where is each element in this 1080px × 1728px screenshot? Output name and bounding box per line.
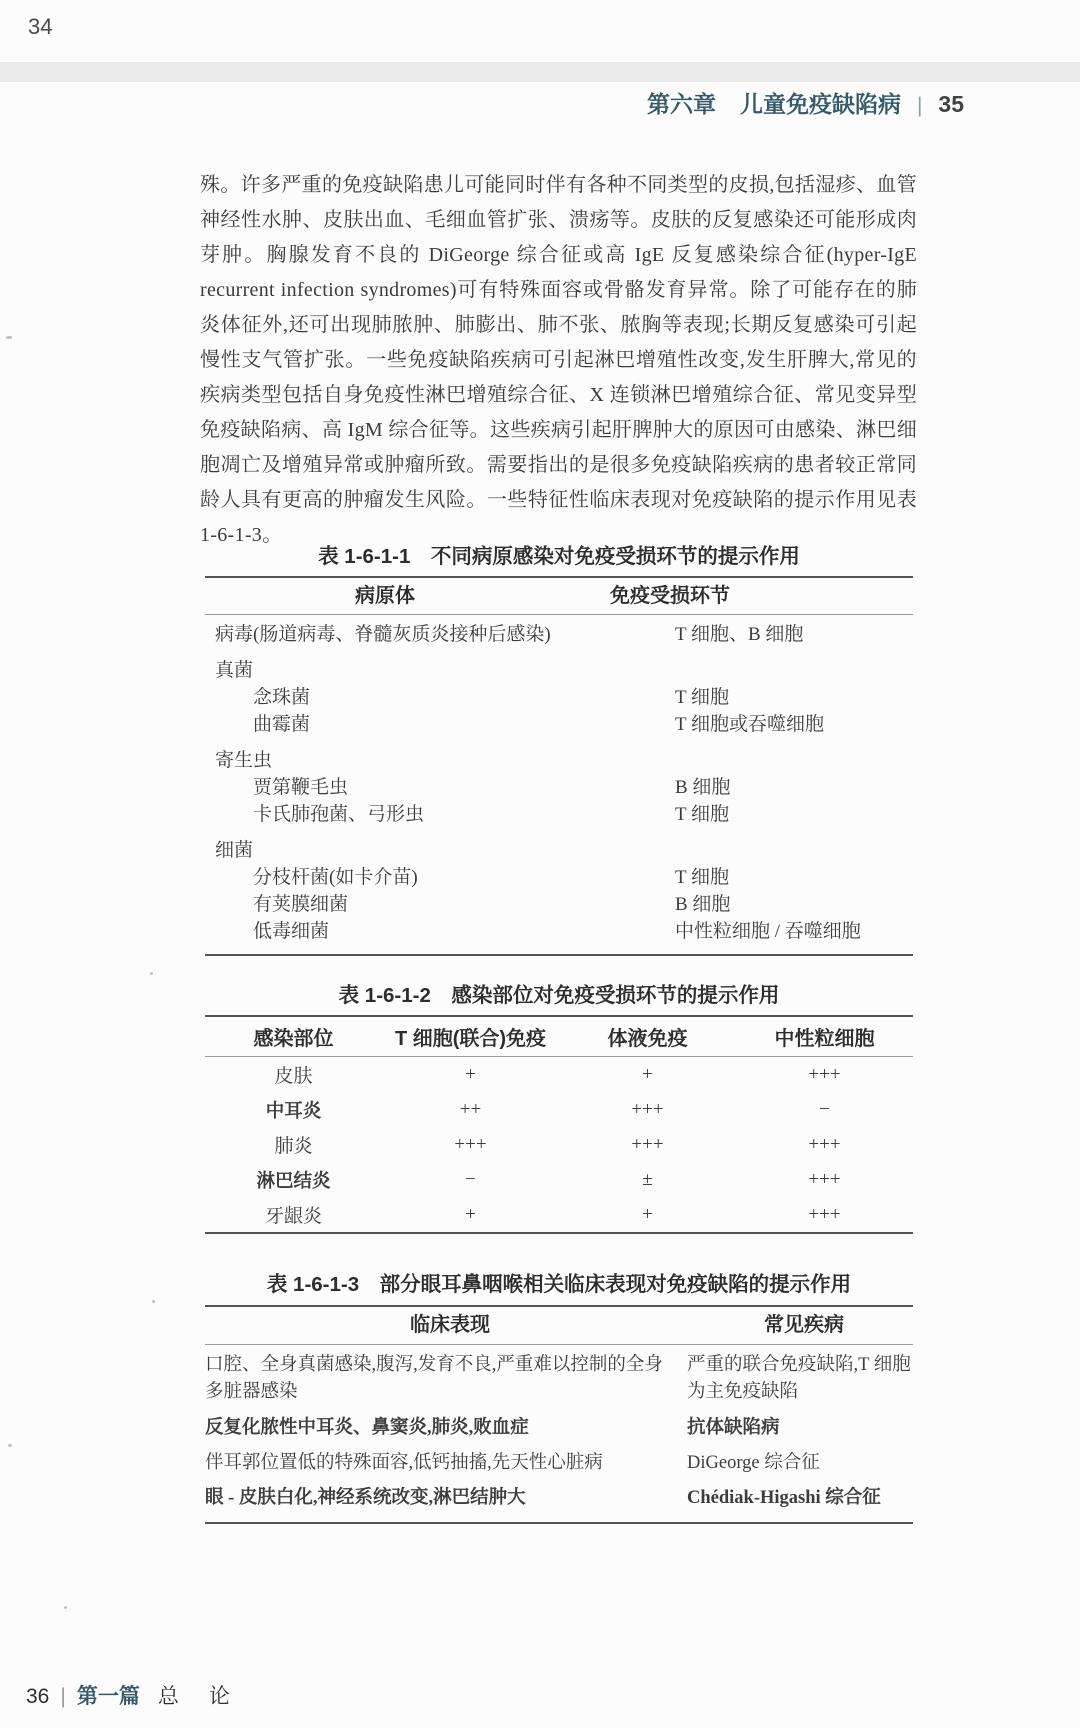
table-1-6-1-3: [205, 1272, 913, 1524]
page-number: 35: [938, 91, 964, 117]
pathogen-cell: 贾第鞭毛虫: [253, 777, 349, 798]
table-row: [205, 774, 913, 801]
scan-speck: [152, 1300, 155, 1303]
table-row: [205, 864, 913, 891]
table-1-title: 表 1-6-1-1 不同病原感染对免疫受损环节的提示作用: [318, 545, 800, 568]
table-row: [205, 1057, 913, 1092]
pathogen-cell: 分枝杆菌(如卡介苗): [253, 867, 418, 888]
immune-link-cell: T 细胞: [675, 804, 730, 825]
immune-link-cell: T 细胞: [675, 867, 730, 888]
disease-cell: DiGeorge 综合征: [687, 1453, 820, 1473]
body-paragraph: 殊。许多严重的免疫缺陷患儿可能同时伴有各种不同类型的皮损,包括湿疹、血管神经性水肿、皮肤出血、毛细血管扩张、溃疡等。皮肤的反复感染还可能形成肉芽肿。胸腺发育不良的 DiGeorge 综合征或高 IgE 反复感染综合征(hyper-IgE recurrent infection syndromes)可有特殊面容或骨骼发育异常。除了可能存在的肺炎体征外,还可出现肺脓肿、肺膨出、肺不张、脓胸等表现;长期反复感染可引起慢性支气管扩张。一些免疫缺陷疾病可引起淋巴增殖性改变,发生肝脾大,常见的疾病类型包括自身免疫性淋巴增殖综合征、X 连锁淋巴增殖综合征、常见变异型免疫缺陷病、高 IgM 综合征等。这些疾病引起肝脾肿大的原因可由感染、淋巴细胞凋亡及增殖异常或肿瘤所致。需要指出的是很多免疫缺陷疾病的患者较正常同龄人具有更高的肿瘤发生风险。一些特征性临床表现对免疫缺陷的提示作用见表 1-6-1-3。: [200, 174, 917, 546]
neutrophil-value: +++: [808, 1133, 841, 1155]
site-cell: 淋巴结炎: [256, 1169, 331, 1191]
table-3-header-row: [205, 1307, 913, 1345]
table-group-row: [205, 657, 913, 684]
table-3-rows: [205, 1345, 913, 1522]
table-1-6-1-2: [205, 983, 913, 1234]
t-cell-value: −: [465, 1168, 476, 1190]
page-edge-shadow-band: [0, 62, 1080, 82]
table-row: [205, 1345, 913, 1411]
pathogen-cell: 低毒细菌: [253, 921, 330, 942]
immune-link-cell: B 细胞: [675, 894, 731, 915]
table-row: [205, 1092, 913, 1127]
neutrophil-value: +++: [808, 1168, 841, 1190]
manifestation-cell: 反复化脓性中耳炎、鼻窦炎,肺炎,败血症: [205, 1418, 529, 1438]
table-2-rows: [205, 1057, 913, 1232]
scan-speck: [6, 336, 12, 339]
footer-separator: |: [60, 1685, 66, 1708]
scan-speck: [8, 1444, 12, 1447]
footer-section-word: 总: [157, 1685, 179, 1708]
column-header-pathogen: 病原体: [355, 585, 415, 607]
pathogen-cell: 念珠菌: [253, 687, 311, 708]
footer-section-word: 论: [208, 1685, 230, 1708]
header-separator: |: [916, 94, 923, 117]
footer-part-label: 第一篇: [76, 1685, 140, 1708]
pathogen-group-label: 真菌: [215, 660, 254, 681]
neutrophil-value: +++: [808, 1063, 841, 1085]
immune-link-cell: 中性粒细胞 / 吞噬细胞: [675, 921, 861, 942]
scan-speck: [150, 972, 153, 975]
table-1-body: [205, 576, 913, 956]
disease-cell: 严重的联合免疫缺陷,T 细胞为主免疫缺陷: [687, 1355, 911, 1402]
running-header: [647, 86, 964, 119]
pathogen-cell: 卡氏肺孢菌、弓形虫: [253, 804, 425, 825]
pathogen-cell: 有荚膜细菌: [253, 894, 349, 915]
table-row: [205, 1197, 913, 1232]
chapter-title: 儿童免疫缺陷病: [739, 91, 901, 117]
table-1-header-row: [205, 578, 913, 615]
pathogen-group-label: 寄生虫: [215, 750, 273, 771]
table-row: [205, 711, 913, 738]
column-header-site: 感染部位: [253, 1028, 334, 1050]
chapter-label: 第六章: [646, 91, 716, 117]
t-cell-value: +: [465, 1063, 476, 1085]
column-header-manifestation: 临床表现: [410, 1314, 490, 1336]
table-group-row: [205, 747, 913, 774]
immune-link-cell: T 细胞、B 细胞: [675, 624, 804, 645]
table-row: [205, 891, 913, 918]
table-row: [205, 1411, 913, 1446]
neutrophil-value: +++: [808, 1203, 841, 1225]
table-row: [205, 684, 913, 711]
table-2-body: [205, 1015, 913, 1234]
humoral-value: +: [642, 1203, 653, 1225]
t-cell-value: +: [465, 1203, 476, 1225]
table-3-body: [205, 1305, 913, 1524]
humoral-value: +++: [631, 1098, 664, 1120]
humoral-value: +++: [631, 1133, 664, 1155]
disease-cell: 抗体缺陷病: [687, 1418, 780, 1438]
t-cell-value: +++: [454, 1133, 487, 1155]
site-cell: 肺炎: [274, 1136, 313, 1157]
immune-link-cell: T 细胞: [675, 687, 730, 708]
table-2-title: 表 1-6-1-2 感染部位对免疫受损环节的提示作用: [338, 984, 780, 1007]
table-row: [205, 621, 913, 648]
humoral-value: +: [642, 1063, 653, 1085]
immune-link-cell: B 细胞: [675, 777, 731, 798]
column-header-t-cell: T 细胞(联合)免疫: [394, 1028, 547, 1050]
disease-cell: Chédiak-Higashi 综合征: [687, 1488, 881, 1508]
neutrophil-value: −: [819, 1098, 830, 1120]
table-row: [205, 801, 913, 828]
footer: [26, 1680, 230, 1710]
column-header-disease: 常见疾病: [764, 1314, 844, 1336]
previous-page-number: 34: [28, 14, 53, 39]
column-header-humoral: 体液免疫: [607, 1028, 688, 1050]
table-row: [205, 1127, 913, 1162]
site-cell: 皮肤: [274, 1066, 313, 1087]
site-cell: 中耳炎: [265, 1099, 322, 1121]
footer-page-number: 36: [26, 1685, 50, 1708]
t-cell-value: ++: [459, 1098, 482, 1120]
table-row: [205, 1162, 913, 1197]
table-1-rows: [205, 615, 913, 954]
table-3-title: 表 1-6-1-3 部分眼耳鼻咽喉相关临床表现对免疫缺陷的提示作用: [266, 1273, 852, 1296]
humoral-value: ±: [642, 1168, 653, 1190]
manifestation-cell: 口腔、全身真菌感染,腹泻,发育不良,严重难以控制的全身多脏器感染: [205, 1355, 663, 1402]
column-header-neutrophil: 中性粒细胞: [774, 1028, 875, 1050]
pathogen-cell: 曲霉菌: [253, 714, 311, 735]
table-row: [205, 1446, 913, 1481]
manifestation-cell: 眼 - 皮肤白化,神经系统改变,淋巴结肿大: [205, 1488, 526, 1508]
immune-link-cell: T 细胞或吞噬细胞: [675, 714, 825, 735]
manifestation-cell: 伴耳郭位置低的特殊面容,低钙抽搐,先天性心脏病: [205, 1453, 603, 1473]
pathogen-cell: 病毒(肠道病毒、脊髓灰质炎接种后感染): [215, 624, 551, 645]
table-2-header-row: [205, 1017, 913, 1057]
table-row: [205, 918, 913, 945]
pathogen-group-label: 细菌: [215, 840, 254, 861]
table-1-6-1-1: [205, 544, 913, 956]
table-group-row: [205, 837, 913, 864]
table-row: [205, 1481, 913, 1516]
site-cell: 牙龈炎: [264, 1206, 322, 1227]
scan-speck: [64, 1606, 67, 1609]
column-header-immune-link: 免疫受损环节: [610, 585, 730, 607]
